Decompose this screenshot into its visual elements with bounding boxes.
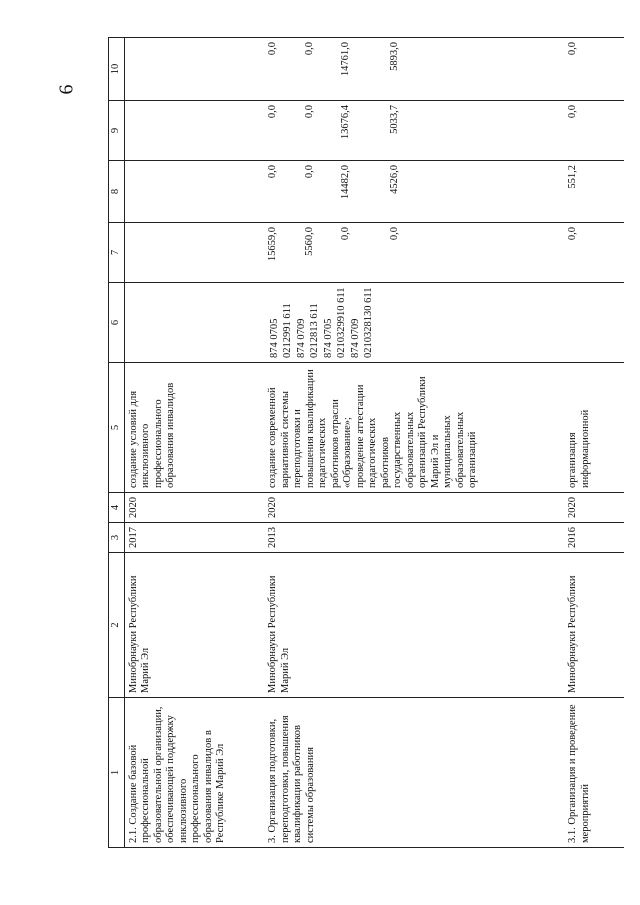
amount-col9: 0,0: [267, 105, 278, 119]
amount-col9: 5033,7: [388, 105, 400, 134]
amount-col7: 0,0: [564, 223, 624, 283]
amount-col10: 14761,0: [340, 42, 351, 77]
responsible-executor: Минобрнауки Республики: [564, 553, 624, 698]
amount-col8: 0,0: [303, 165, 315, 179]
amount-col8: 551,2: [564, 161, 624, 223]
amount-col7: 15659,0: [267, 227, 278, 262]
table-row: [564, 38, 624, 848]
page-number: 6: [55, 84, 78, 95]
amount-col9-cell: [264, 101, 564, 161]
col-header-5: 5: [109, 363, 125, 493]
col-header-1: 1: [109, 698, 125, 848]
header-row: [109, 38, 125, 848]
expected-result: создание современной вариативной системы переподготовки и повышения квалификации педагогических работников отрасли «Образование»; проведение аттестации педагогических работников государственных образовательных организаций Республики Марий Эл и муниципальных образовательных организаций: [264, 363, 564, 493]
amount-col7: 5560,0: [303, 227, 315, 256]
amount-col9: 0,0: [303, 105, 315, 119]
budget-table: [108, 37, 624, 848]
amount-col8: [124, 161, 264, 223]
expected-result: создание условий для инклюзивного профессионального образования инвалидов: [124, 363, 264, 493]
amount-col10: 0,0: [564, 38, 624, 101]
rotated-page: [108, 38, 628, 848]
amount-col8: 0,0: [267, 165, 278, 179]
amount-col7: 0,0: [340, 227, 351, 241]
col-header-4: 4: [109, 493, 125, 523]
amount-col9: 0,0: [564, 101, 624, 161]
col-header-10: 10: [109, 38, 125, 101]
responsible-executor: Минобрнауки Республики Марий Эл: [124, 553, 264, 698]
amount-col10-cell: [264, 38, 564, 101]
amount-col7-cell: [264, 223, 564, 283]
activity-name: 3. Организация подготовки, переподготовки, повышения квалификации работников системы образования: [264, 698, 564, 848]
amount-col10: [124, 38, 264, 101]
start-year: 2016: [564, 523, 624, 553]
table-row: [264, 38, 564, 848]
budget-code: 874 0705 0212991 611: [269, 303, 293, 358]
amount-col8: 4526,0: [388, 165, 400, 194]
budget-code: 874 0705 0210329910 611: [323, 287, 347, 358]
amount-col8: 14482,0: [340, 165, 351, 200]
amount-col8-cell: [264, 161, 564, 223]
end-year: 2020: [124, 493, 264, 523]
amount-col10: 5893,0: [388, 42, 400, 71]
col-header-2: 2: [109, 553, 125, 698]
amount-col7: 0,0: [388, 227, 400, 241]
col-header-7: 7: [109, 223, 125, 283]
col-header-3: 3: [109, 523, 125, 553]
expected-result: организация информационной: [564, 363, 624, 493]
col-header-6: 6: [109, 283, 125, 363]
budget-code-cell: [264, 283, 564, 363]
responsible-executor: Минобрнауки Республики Марий Эл: [264, 553, 564, 698]
budget-code: 874 0709 0210328130 611: [350, 287, 374, 358]
amount-col10: 0,0: [303, 42, 315, 56]
start-year: 2017: [124, 523, 264, 553]
amount-col10: 0,0: [267, 42, 278, 56]
amount-col9: [124, 101, 264, 161]
budget-code-cell: [124, 283, 264, 363]
activity-name: 3.1. Организация и проведение мероприятий: [564, 698, 624, 848]
start-year: 2013: [264, 523, 564, 553]
amount-col9: 13676,4: [340, 105, 351, 140]
col-header-8: 8: [109, 161, 125, 223]
activity-name: 2.1. Создание базовой профессиональной образовательной организации, обеспечивающей поддержку инклюзивного профессионального образования инвалидов в Республике Марий Эл: [124, 698, 264, 848]
end-year: 2020: [564, 493, 624, 523]
col-header-9: 9: [109, 101, 125, 161]
end-year: 2020: [264, 493, 564, 523]
budget-code: 874 0709 0212813 611: [296, 303, 320, 358]
amount-col7: [124, 223, 264, 283]
budget-code-cell: [564, 283, 624, 363]
table-row: [124, 38, 264, 848]
